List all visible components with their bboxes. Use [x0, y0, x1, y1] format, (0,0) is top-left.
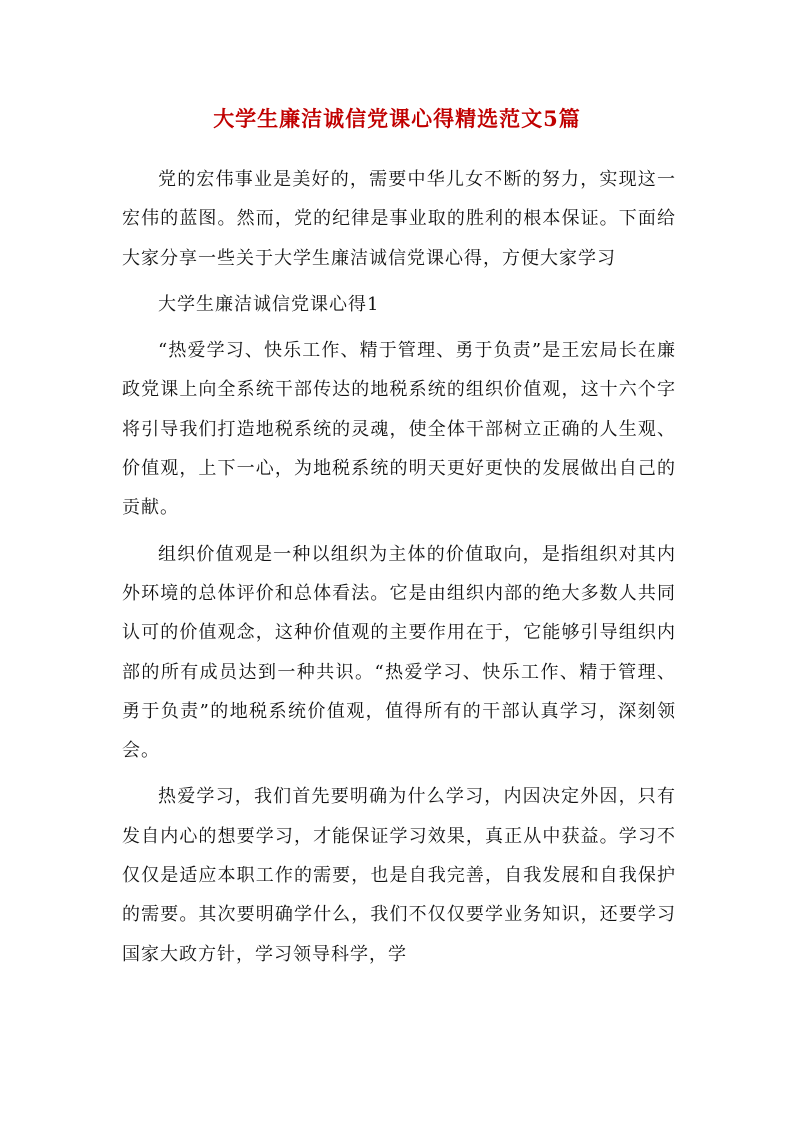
- document-title: 大学生廉洁诚信党课心得精选范文5篇: [213, 106, 581, 131]
- document-body: [122, 160, 676, 981]
- paragraph-intro: 党的宏伟事业是美好的，需要中华儿女不断的努力，实现这一宏伟的蓝图。然而，党的纪律是事业取的胜利的根本保证。下面给大家分享一些关于大学生廉洁诚信党课心得，方便大家学习: [122, 169, 676, 269]
- paragraph: 热爱学习，我们首先要明确为什么学习，内因决定外因，只有发自内心的想要学习，才能保证学习效果，真正从中获益。学习不仅仅是适应本职工作的需要，也是自我完善，自我发展和自我保护的需要。其次要明确学什么，我们不仅仅要学业务知识，还要学习国家大政方针，学习领导科学，学: [122, 786, 676, 965]
- paragraph: “热爱学习、快乐工作、精于管理、勇于负责”是王宏局长在廉政党课上向全系统干部传达的地税系统的组织价值观，这十六个字将引导我们打造地税系统的灵魂，使全体干部树立正确的人生观、价值观，上下一心，为地税系统的明天更好更快的发展做出自己的贡献。: [122, 340, 676, 519]
- paragraph: 组织价值观是一种以组织为主体的价值取向，是指组织对其内外环境的总体评价和总体看法。它是由组织内部的绝大多数人共同认可的价值观念，这种价值观的主要作用在于，它能够引导组织内部的所有成员达到一种共识。“热爱学习、快乐工作、精于管理、勇于负责”的地税系统价值观，值得所有的干部认真学习，深刻领会。: [122, 543, 676, 762]
- section-heading: 大学生廉洁诚信党课心得1: [158, 293, 380, 315]
